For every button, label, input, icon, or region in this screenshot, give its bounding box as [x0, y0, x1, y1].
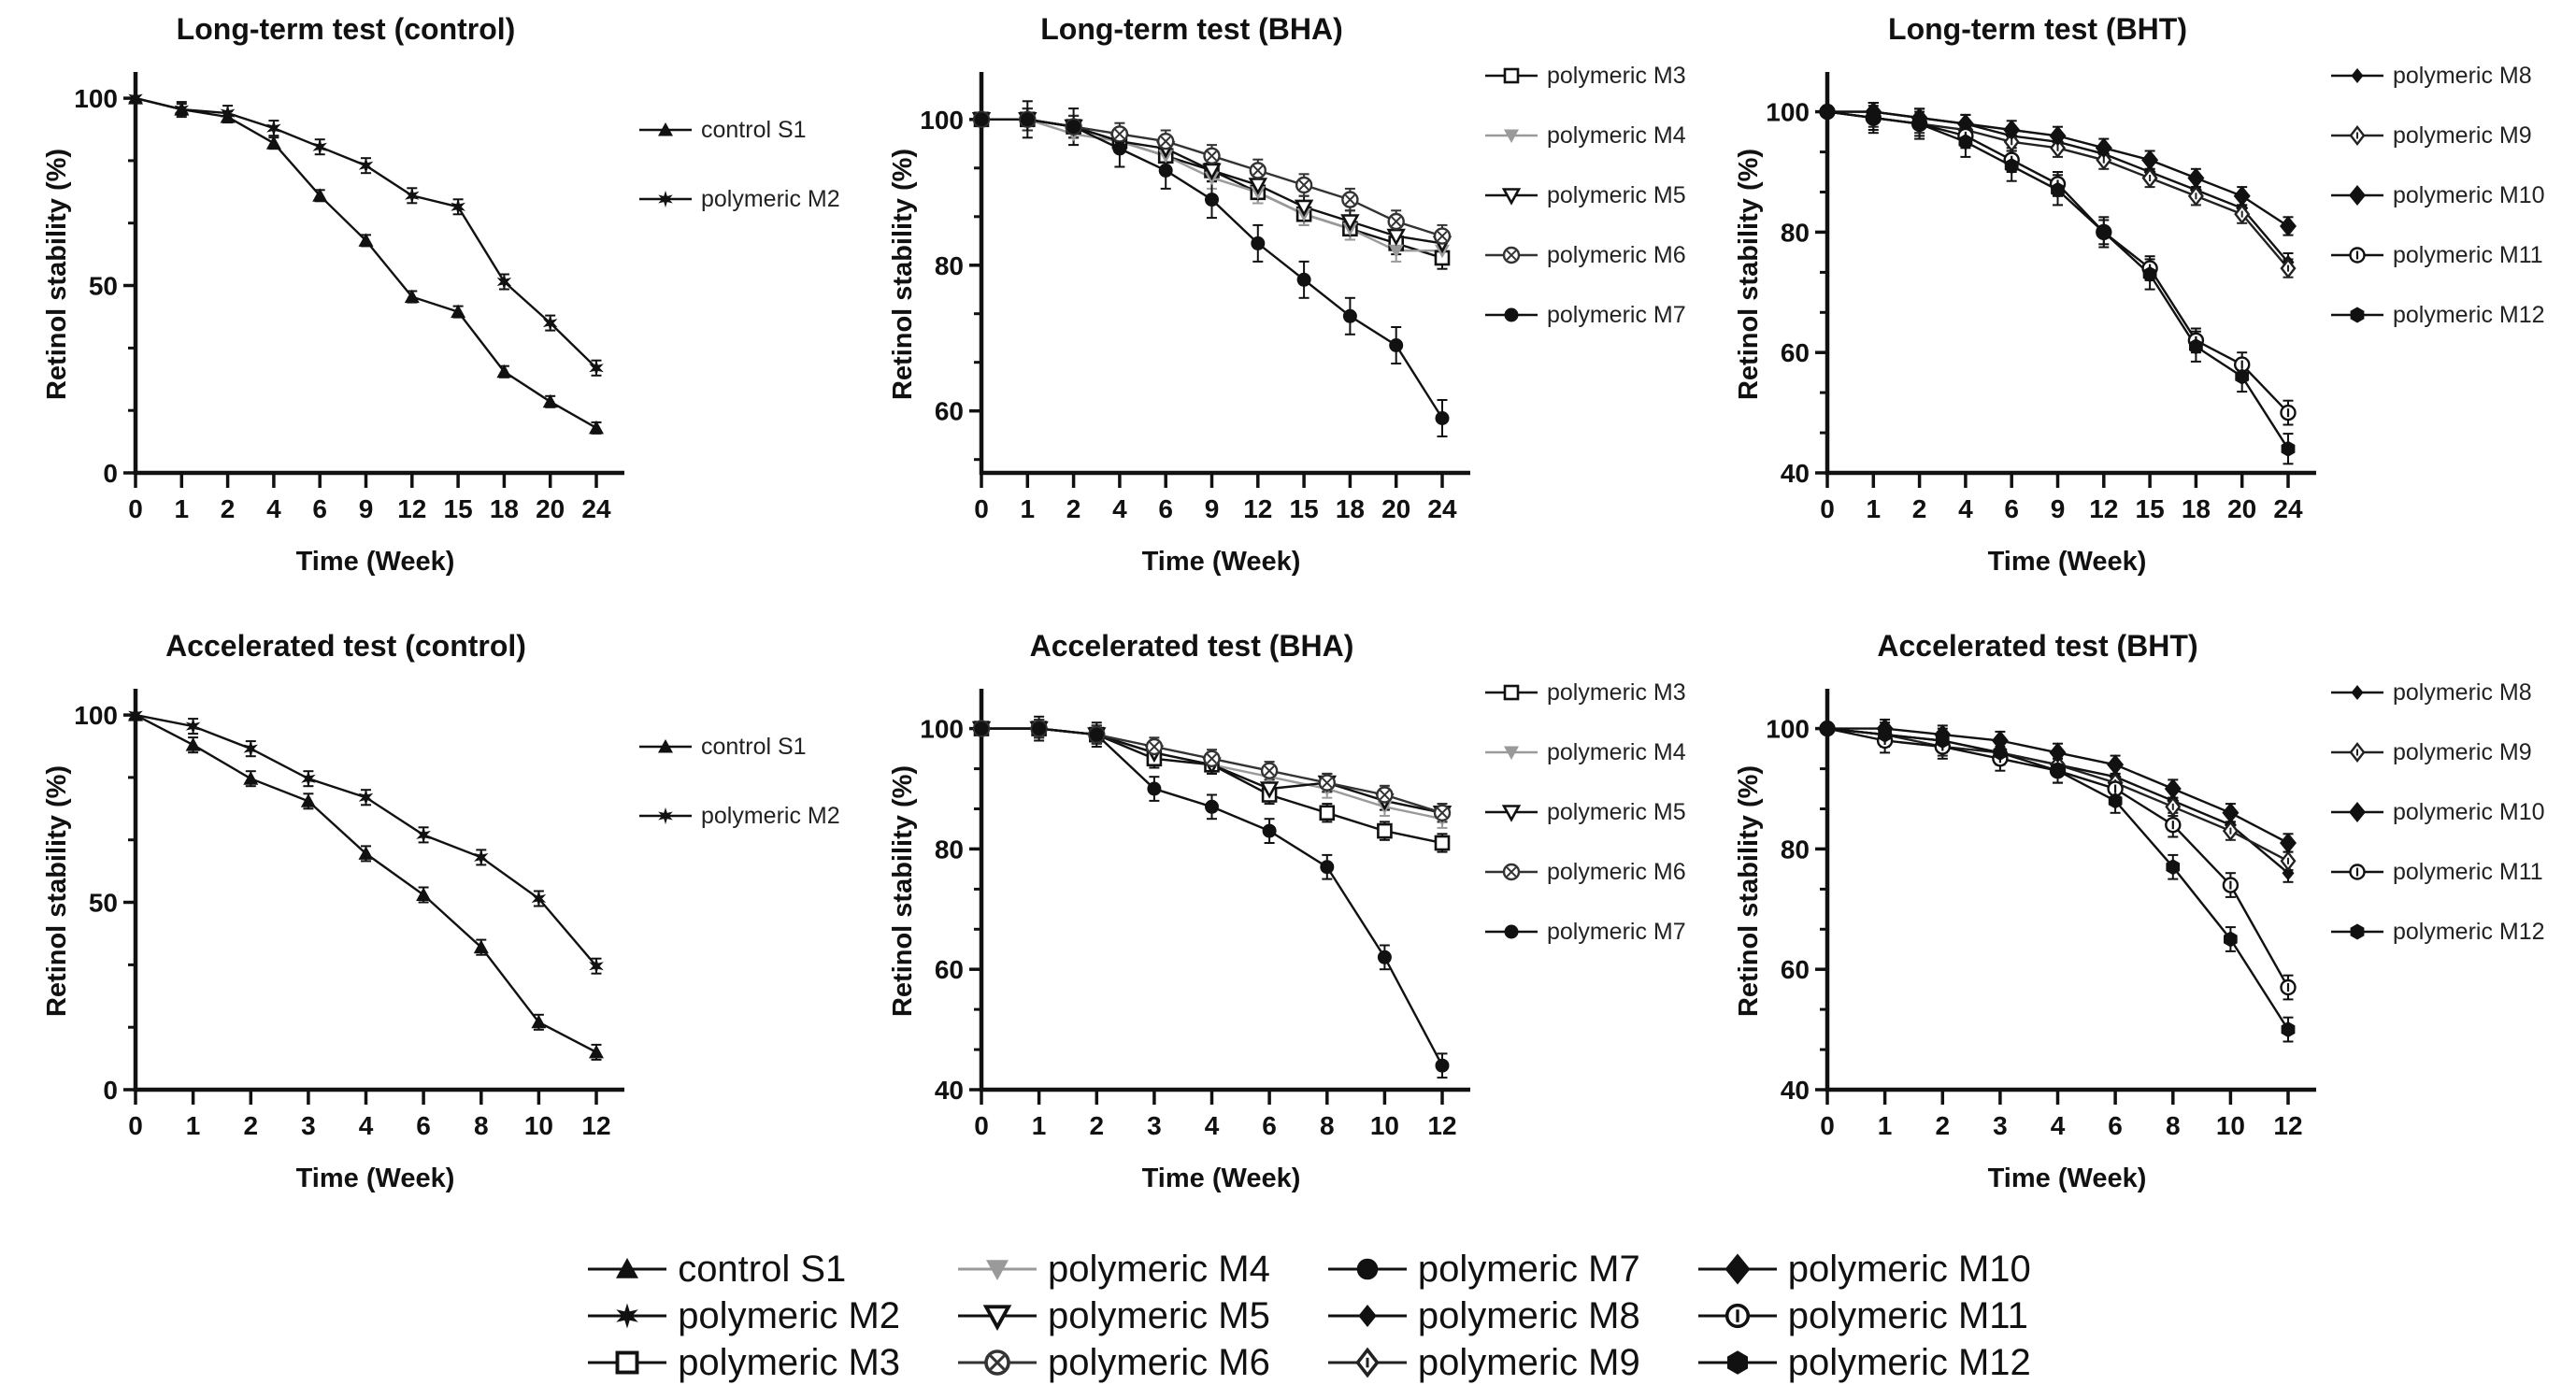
- svg-text:4: 4: [1112, 494, 1127, 523]
- diamond-filled-lg-icon: [2327, 798, 2387, 826]
- legend-long-term-bht: [2327, 62, 2545, 329]
- svg-text:4: 4: [1204, 1111, 1220, 1140]
- svg-text:Retinol stability (%): Retinol stability (%): [42, 764, 72, 1018]
- svg-text:0: 0: [974, 494, 989, 523]
- legend-item-polymeric-m8: [2327, 62, 2545, 90]
- legend-label: polymeric M2: [678, 1294, 901, 1336]
- diamond-open-icon: [2327, 121, 2387, 150]
- svg-text:12: 12: [2273, 1111, 2303, 1140]
- svg-text:15: 15: [443, 494, 473, 523]
- svg-text:40: 40: [934, 1076, 964, 1105]
- svg-text:Retinol stability (%): Retinol stability (%): [888, 764, 918, 1018]
- legend-item-polymeric-m2: [636, 185, 840, 213]
- legend-long-term-control: [636, 116, 840, 213]
- legend-label: polymeric M5: [1048, 1294, 1270, 1336]
- hex-filled-icon: [1693, 1340, 1782, 1385]
- legend-label: polymeric M6: [1547, 241, 1686, 268]
- svg-text:Accelerated test (BHT): Accelerated test (BHT): [1877, 629, 2198, 663]
- legend-item-polymeric-m12: [2327, 918, 2545, 946]
- legend-label: polymeric M4: [1547, 738, 1686, 765]
- svg-text:8: 8: [1320, 1111, 1335, 1140]
- circle-filled-icon: [1323, 1247, 1412, 1292]
- legend-label: polymeric M8: [2393, 678, 2532, 706]
- circle-filled-icon: [1481, 301, 1541, 329]
- combined-legend-item-polymeric-m7: [1323, 1247, 1640, 1292]
- svg-text:15: 15: [1289, 494, 1319, 523]
- diamond-open-icon: [1323, 1340, 1412, 1385]
- svg-text:3: 3: [1993, 1111, 2008, 1140]
- svg-text:80: 80: [1780, 218, 1810, 248]
- legend-label: polymeric M10: [2393, 181, 2545, 208]
- svg-text:10: 10: [2215, 1111, 2245, 1140]
- legend-label: polymeric M11: [1787, 1294, 2028, 1336]
- legend-label: control S1: [701, 733, 807, 760]
- svg-text:60: 60: [934, 396, 964, 426]
- legend-label: polymeric M3: [1547, 678, 1686, 706]
- svg-text:4: 4: [358, 1111, 374, 1140]
- legend-label: polymeric M3: [678, 1341, 901, 1383]
- star-icon: [582, 1293, 672, 1338]
- svg-text:8: 8: [474, 1111, 489, 1140]
- legend-label: polymeric M11: [2393, 858, 2543, 885]
- svg-text:12: 12: [2089, 494, 2119, 523]
- svg-text:50: 50: [88, 888, 118, 918]
- legend-label: polymeric M7: [1417, 1248, 1640, 1290]
- svg-text:12: 12: [581, 1111, 611, 1140]
- svg-text:Retinol stability (%): Retinol stability (%): [42, 148, 72, 401]
- legend-label: polymeric M9: [1417, 1341, 1640, 1383]
- circle-x-icon: [1481, 858, 1541, 886]
- legend-item-polymeric-m7: [1481, 918, 1686, 946]
- panel-long-term-bht: [1729, 6, 2566, 622]
- hex-filled-icon: [2327, 301, 2387, 329]
- tri-down-gray-icon: [1481, 121, 1541, 150]
- legend-label: polymeric M12: [1787, 1341, 2031, 1383]
- svg-text:0: 0: [128, 494, 143, 523]
- combined-legend-item-polymeric-m6: [952, 1340, 1270, 1385]
- svg-text:100: 100: [920, 105, 964, 135]
- combined-legend: [582, 1247, 2031, 1385]
- legend-item-polymeric-m5: [1481, 798, 1686, 826]
- legend-item-polymeric-m4: [1481, 121, 1686, 150]
- combined-legend-item-polymeric-m12: [1693, 1340, 2031, 1385]
- svg-text:10: 10: [523, 1111, 553, 1140]
- svg-text:6: 6: [1262, 1111, 1277, 1140]
- legend-label: control S1: [678, 1248, 847, 1290]
- chart-accelerated-control: [37, 622, 636, 1221]
- svg-text:50: 50: [88, 271, 118, 301]
- svg-text:20: 20: [1381, 494, 1411, 523]
- legend-label: control S1: [701, 116, 807, 143]
- legend-label: polymeric M11: [2393, 241, 2543, 268]
- legend-item-polymeric-m2: [636, 802, 840, 830]
- svg-text:100: 100: [1766, 714, 1810, 744]
- circle-vline-icon: [1693, 1293, 1782, 1338]
- svg-text:9: 9: [2050, 494, 2066, 523]
- svg-text:1: 1: [174, 494, 190, 523]
- svg-text:Long-term test (control): Long-term test (control): [176, 12, 516, 46]
- legend-label: polymeric M4: [1547, 121, 1686, 149]
- tri-down-gray-icon: [1481, 738, 1541, 766]
- legend-accelerated-control: [636, 733, 840, 830]
- legend-label: polymeric M10: [2393, 798, 2545, 825]
- legend-label: polymeric M7: [1547, 301, 1686, 328]
- legend-label: polymeric M12: [2393, 918, 2545, 945]
- legend-accelerated-bht: [2327, 678, 2545, 946]
- combined-legend-item-polymeric-m4: [952, 1247, 1270, 1292]
- legend-item-polymeric-m12: [2327, 301, 2545, 329]
- svg-text:3: 3: [1147, 1111, 1162, 1140]
- legend-item-polymeric-m9: [2327, 121, 2545, 150]
- svg-text:4: 4: [2050, 1111, 2066, 1140]
- legend-item-polymeric-m7: [1481, 301, 1686, 329]
- svg-text:12: 12: [1427, 1111, 1457, 1140]
- chart-long-term-control: [37, 6, 636, 604]
- combined-legend-item-polymeric-m11: [1693, 1293, 2031, 1338]
- legend-accelerated-bha: [1481, 678, 1686, 946]
- svg-text:Time (Week): Time (Week): [295, 547, 455, 577]
- tri-up-filled-icon: [636, 116, 695, 144]
- circle-x-icon: [1481, 241, 1541, 269]
- svg-text:100: 100: [74, 701, 118, 731]
- svg-text:3: 3: [301, 1111, 316, 1140]
- legend-label: polymeric M7: [1547, 918, 1686, 945]
- combined-legend-item-polymeric-m5: [952, 1293, 1270, 1338]
- svg-text:Time (Week): Time (Week): [1987, 547, 2147, 577]
- svg-text:80: 80: [934, 250, 964, 280]
- svg-text:1: 1: [1031, 1111, 1047, 1140]
- tri-down-open-icon: [1481, 181, 1541, 209]
- svg-text:60: 60: [1780, 338, 1810, 368]
- combined-legend-item-polymeric-m8: [1323, 1293, 1640, 1338]
- combined-legend-item-control-s1: [582, 1247, 900, 1292]
- svg-text:2: 2: [1911, 494, 1927, 523]
- svg-text:24: 24: [2273, 494, 2303, 523]
- svg-text:8: 8: [2166, 1111, 2181, 1140]
- combined-legend-item-polymeric-m2: [582, 1293, 900, 1338]
- diamond-open-icon: [2327, 738, 2387, 766]
- svg-text:100: 100: [74, 84, 118, 114]
- diamond-filled-lg-icon: [2327, 181, 2387, 209]
- panel-accelerated-bht: [1729, 622, 2566, 1230]
- svg-text:2: 2: [1066, 494, 1081, 523]
- legend-label: polymeric M10: [1787, 1248, 2031, 1290]
- svg-text:20: 20: [536, 494, 565, 523]
- svg-text:40: 40: [1780, 1076, 1810, 1105]
- legend-label: polymeric M6: [1547, 858, 1686, 885]
- tri-up-filled-icon: [636, 733, 695, 761]
- tri-down-open-icon: [952, 1293, 1042, 1338]
- legend-item-polymeric-m9: [2327, 738, 2545, 766]
- legend-label: polymeric M9: [2393, 738, 2532, 765]
- svg-text:10: 10: [1369, 1111, 1399, 1140]
- svg-text:0: 0: [1820, 494, 1835, 523]
- svg-text:Time (Week): Time (Week): [1987, 1164, 2147, 1193]
- svg-text:Time (Week): Time (Week): [1141, 547, 1301, 577]
- svg-text:100: 100: [1766, 97, 1810, 127]
- svg-text:Retinol stability (%): Retinol stability (%): [1734, 148, 1764, 401]
- legend-item-polymeric-m11: [2327, 858, 2545, 886]
- circle-vline-icon: [2327, 241, 2387, 269]
- legend-item-control-s1: [636, 116, 840, 144]
- svg-text:2: 2: [220, 494, 236, 523]
- svg-text:2: 2: [1935, 1111, 1951, 1140]
- tri-up-filled-icon: [582, 1247, 672, 1292]
- svg-text:2: 2: [243, 1111, 259, 1140]
- legend-item-polymeric-m4: [1481, 738, 1686, 766]
- svg-text:0: 0: [103, 459, 118, 488]
- combined-legend-item-polymeric-m3: [582, 1340, 900, 1385]
- panel-accelerated-bha: [883, 622, 1729, 1230]
- circle-vline-icon: [2327, 858, 2387, 886]
- diamond-filled-lg-icon: [1693, 1247, 1782, 1292]
- legend-label: polymeric M2: [701, 185, 840, 212]
- svg-text:0: 0: [103, 1076, 118, 1105]
- legend-label: polymeric M8: [1417, 1294, 1640, 1336]
- svg-text:60: 60: [1780, 955, 1810, 985]
- tri-down-open-icon: [1481, 798, 1541, 826]
- chart-long-term-bha: [883, 6, 1481, 604]
- legend-item-polymeric-m3: [1481, 62, 1686, 90]
- svg-text:12: 12: [397, 494, 427, 523]
- legend-label: polymeric M6: [1048, 1341, 1270, 1383]
- svg-text:9: 9: [1204, 494, 1220, 523]
- svg-text:1: 1: [1877, 1111, 1893, 1140]
- svg-text:20: 20: [2227, 494, 2257, 523]
- svg-text:Time (Week): Time (Week): [295, 1164, 455, 1193]
- panel-long-term-control: [37, 6, 883, 622]
- svg-text:Retinol stability (%): Retinol stability (%): [1734, 764, 1764, 1018]
- legend-item-polymeric-m10: [2327, 181, 2545, 209]
- svg-text:Long-term test (BHA): Long-term test (BHA): [1040, 12, 1343, 46]
- svg-text:6: 6: [2004, 494, 2019, 523]
- circle-filled-icon: [1481, 918, 1541, 946]
- svg-text:6: 6: [2108, 1111, 2123, 1140]
- legend-item-polymeric-m10: [2327, 798, 2545, 826]
- legend-label: polymeric M5: [1547, 181, 1686, 208]
- svg-text:Accelerated test (control): Accelerated test (control): [165, 629, 526, 663]
- combined-legend-item-polymeric-m9: [1323, 1340, 1640, 1385]
- svg-text:24: 24: [581, 494, 611, 523]
- legend-item-polymeric-m5: [1481, 181, 1686, 209]
- svg-text:Long-term test (BHT): Long-term test (BHT): [1888, 12, 2187, 46]
- svg-text:0: 0: [1820, 1111, 1835, 1140]
- legend-label: polymeric M5: [1547, 798, 1686, 825]
- svg-text:6: 6: [312, 494, 327, 523]
- legend-item-polymeric-m11: [2327, 241, 2545, 269]
- svg-text:1: 1: [1866, 494, 1882, 523]
- panel-long-term-bha: [883, 6, 1729, 622]
- svg-text:2: 2: [1089, 1111, 1105, 1140]
- svg-text:9: 9: [358, 494, 374, 523]
- svg-text:24: 24: [1427, 494, 1457, 523]
- svg-text:Retinol stability (%): Retinol stability (%): [888, 148, 918, 401]
- legend-label: polymeric M8: [2393, 62, 2532, 89]
- panel-accelerated-control: [37, 622, 883, 1230]
- star-icon: [636, 185, 695, 213]
- legend-label: polymeric M4: [1048, 1248, 1270, 1290]
- chart-accelerated-bht: [1729, 622, 2327, 1221]
- legend-label: polymeric M9: [2393, 121, 2532, 149]
- combined-legend-item-polymeric-m10: [1693, 1247, 2031, 1292]
- legend-label: polymeric M3: [1547, 62, 1686, 89]
- svg-text:100: 100: [920, 714, 964, 744]
- svg-text:1: 1: [1020, 494, 1036, 523]
- legend-item-polymeric-m6: [1481, 241, 1686, 269]
- diamond-filled-sm-icon: [2327, 62, 2387, 90]
- svg-text:1: 1: [185, 1111, 201, 1140]
- legend-label: polymeric M12: [2393, 301, 2545, 328]
- svg-text:18: 18: [489, 494, 519, 523]
- svg-text:18: 18: [2181, 494, 2211, 523]
- svg-text:60: 60: [934, 955, 964, 985]
- chart-grid: [37, 6, 2576, 1230]
- svg-text:4: 4: [1958, 494, 1973, 523]
- svg-text:18: 18: [1335, 494, 1365, 523]
- svg-text:40: 40: [1780, 459, 1810, 488]
- svg-text:Accelerated test (BHA): Accelerated test (BHA): [1029, 629, 1354, 663]
- legend-item-polymeric-m3: [1481, 678, 1686, 707]
- svg-text:12: 12: [1243, 494, 1273, 523]
- diamond-filled-sm-icon: [1323, 1293, 1412, 1338]
- svg-text:15: 15: [2135, 494, 2165, 523]
- svg-text:6: 6: [1158, 494, 1173, 523]
- legend-item-control-s1: [636, 733, 840, 761]
- svg-text:80: 80: [1780, 835, 1810, 864]
- svg-text:6: 6: [416, 1111, 431, 1140]
- svg-text:0: 0: [128, 1111, 143, 1140]
- legend-item-polymeric-m8: [2327, 678, 2545, 707]
- svg-text:80: 80: [934, 835, 964, 864]
- svg-text:0: 0: [974, 1111, 989, 1140]
- square-open-icon: [1481, 678, 1541, 707]
- chart-accelerated-bha: [883, 622, 1481, 1221]
- star-icon: [636, 802, 695, 830]
- hex-filled-icon: [2327, 918, 2387, 946]
- square-open-icon: [1481, 62, 1541, 90]
- legend-item-polymeric-m6: [1481, 858, 1686, 886]
- circle-x-icon: [952, 1340, 1042, 1385]
- tri-down-gray-icon: [952, 1247, 1042, 1292]
- svg-text:Time (Week): Time (Week): [1141, 1164, 1301, 1193]
- square-open-icon: [582, 1340, 672, 1385]
- legend-long-term-bha: [1481, 62, 1686, 329]
- diamond-filled-sm-icon: [2327, 678, 2387, 707]
- chart-long-term-bht: [1729, 6, 2327, 604]
- legend-label: polymeric M2: [701, 802, 840, 829]
- svg-text:4: 4: [266, 494, 281, 523]
